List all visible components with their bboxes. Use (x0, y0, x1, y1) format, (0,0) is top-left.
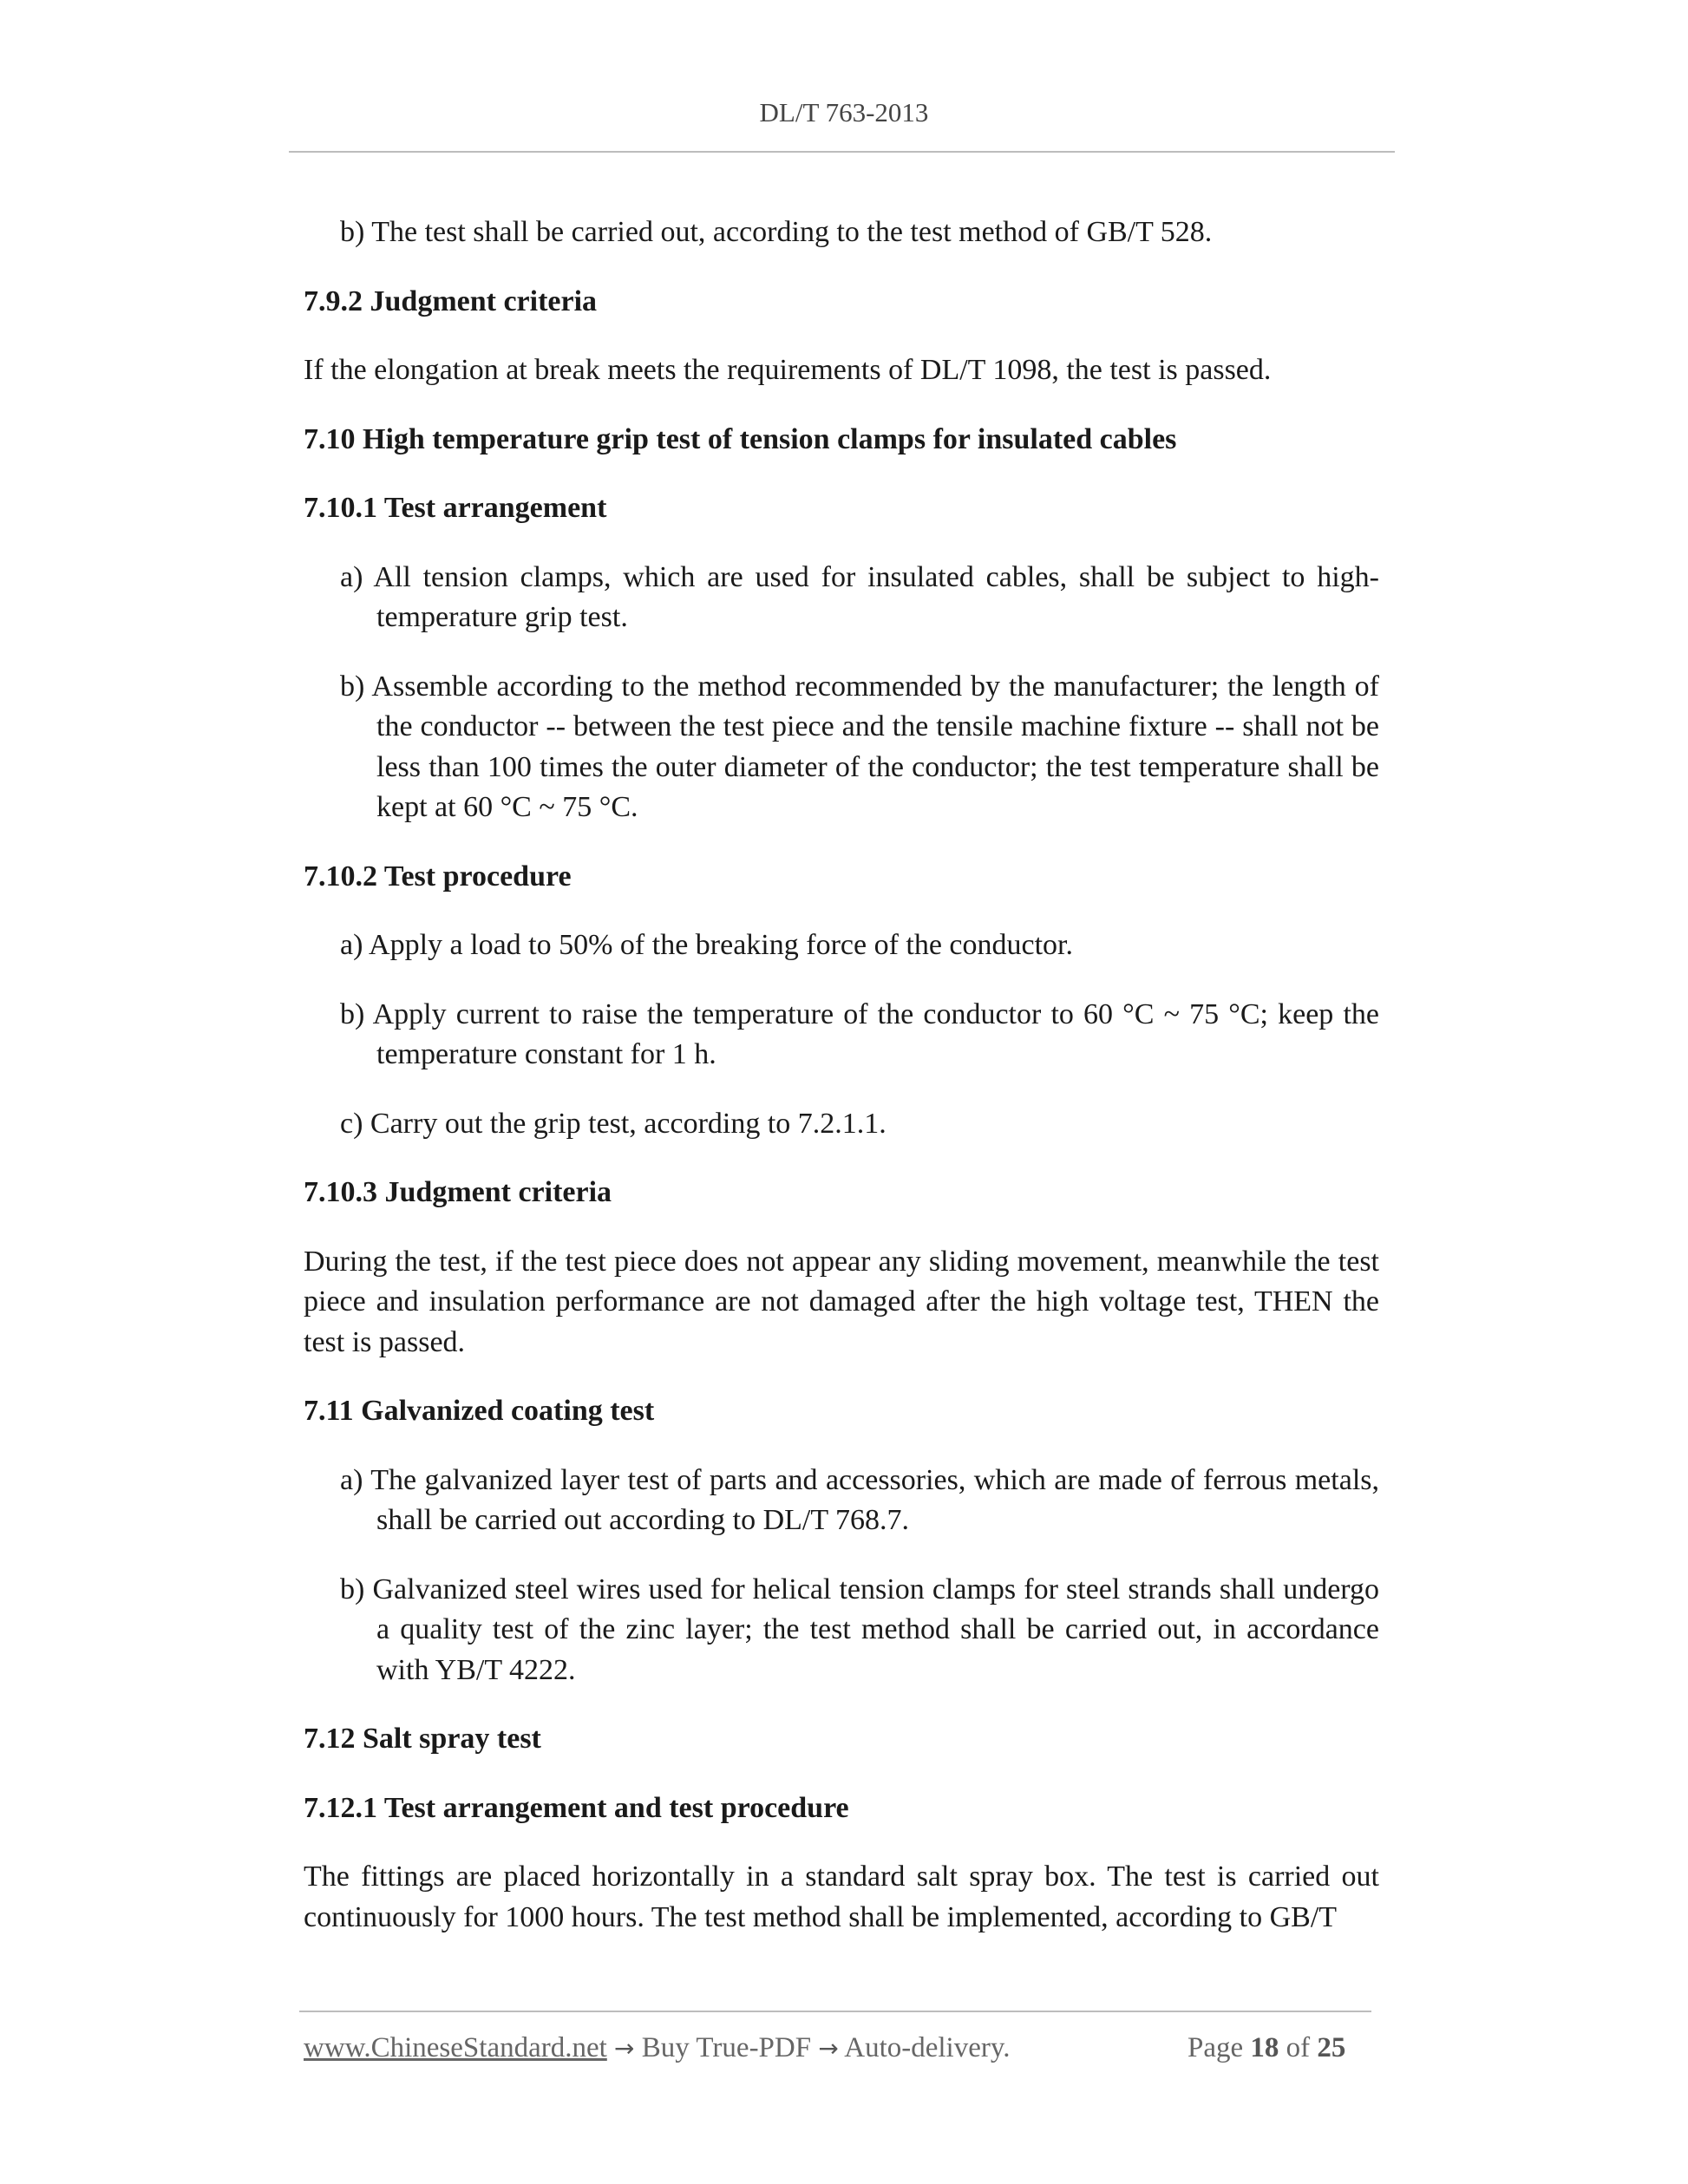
list-item: a) The galvanized layer test of parts and accessories, which are made of ferrous metals, shall be carried out according to DL/T 768.7. (340, 1463, 1379, 1536)
section-heading: 7.9.2 Judgment criteria (304, 284, 598, 317)
website-link[interactable]: www.ChineseStandard.net (304, 2032, 607, 2063)
paragraph: If the elongation at break meets the requirements of DL/T 1098, the test is passed. (304, 354, 1272, 386)
section-heading: 7.10.1 Test arrangement (304, 492, 607, 524)
paragraph: During the test, if the test piece does not appear any sliding movement, meanwhile the test piece and insulation performance are not damaged after the high voltage test, THEN the test is passed. (304, 1245, 1379, 1358)
section-heading: 7.10.3 Judgment criteria (304, 1176, 612, 1208)
document-id: DL/T 763-2013 (759, 97, 929, 128)
list-item: c) Carry out the grip test, according to 7.2.1.1. (340, 1107, 887, 1140)
page-number: 18 (1250, 2032, 1279, 2063)
list-item: a) All tension clamps, which are used for insulated cables, shall be subject to high-temperature grip test. (340, 560, 1379, 633)
section-heading: 7.10.2 Test procedure (304, 860, 572, 893)
footer-divider (299, 2011, 1371, 2012)
list-item: b) Apply current to raise the temperature of the conductor to 60 °C ~ 75 °C; keep the temperature constant for 1 h. (340, 997, 1379, 1070)
arrow-right-icon: → (818, 2034, 839, 2063)
list-item: b) Assemble according to the method recommended by the manufacturer; the length of the conductor -- between the test piece and the tensile machine fixture -- shall not be less than 100 times the outer diameter of the conductor; the test temperature shall be kept at 60 °C ~ 75 °C. (340, 670, 1379, 823)
section-heading: 7.12.1 Test arrangement and test procedure (304, 1791, 849, 1824)
page-label: Page (1187, 2032, 1244, 2063)
list-item: b) Galvanized steel wires used for helical tension clamps for steel strands shall undergo a quality test of the zinc layer; the test method shall be carried out, in accordance with YB/T 4222. (340, 1573, 1379, 1686)
document-body (304, 184, 1379, 1938)
section-heading: 7.12 Salt spray test (304, 1723, 541, 1755)
header-divider (289, 151, 1395, 153)
list-item: b) The test shall be carried out, according to the test method of GB/T 528. (340, 216, 1213, 248)
paragraph: The fittings are placed horizontally in a standard salt spray box. The test is carried out continuously for 1000 hours. The test method shall be implemented, according to GB/T (304, 1860, 1379, 1933)
section-heading: 7.11 Galvanized coating test (304, 1395, 655, 1427)
of-label: of (1286, 2032, 1311, 2063)
arrow-right-icon: → (614, 2034, 635, 2063)
buy-pdf-text: Buy True-PDF (641, 2032, 812, 2063)
list-item: a) Apply a load to 50% of the breaking force of the conductor. (340, 929, 1074, 961)
page-indicator (1187, 2032, 1345, 2064)
delivery-text: Auto-delivery. (844, 2032, 1011, 2063)
section-heading: 7.10 High temperature grip test of tension clamps for insulated cables (304, 422, 1177, 455)
footer-promo (304, 2032, 1010, 2064)
page-total: 25 (1317, 2032, 1346, 2063)
